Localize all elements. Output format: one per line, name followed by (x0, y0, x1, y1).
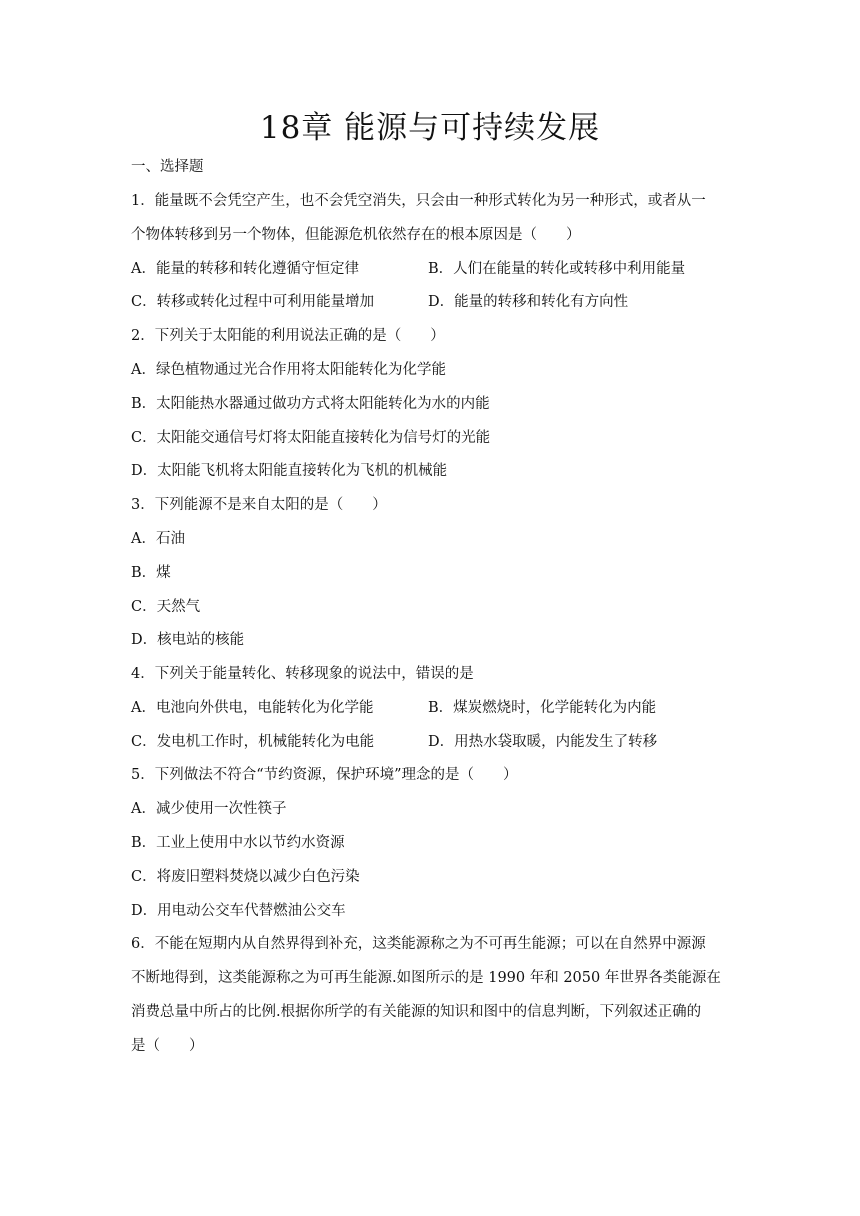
question-6-stem-line-1: 6．不能在短期内从自然界得到补充，这类能源称之为不可再生能源；可以在自然界中源源 (131, 936, 706, 952)
question-3-option-d: D．核电站的核能 (131, 632, 245, 648)
question-5-option-a: A．减少使用一次性筷子 (131, 801, 287, 817)
question-5-stem: 5．下列做法不符合“节约资源，保护环境”理念的是（ ） (131, 767, 518, 783)
question-6-stem-line-2: 不断地得到，这类能源称之为可再生能源.如图所示的是 1990 年和 2050 年世界各类能源在 (131, 970, 721, 986)
question-1-option-d: D．能量的转移和转化有方向性 (428, 294, 629, 310)
question-2-option-d: D．太阳能飞机将太阳能直接转化为飞机的机械能 (131, 463, 448, 479)
question-4-option-c: C．发电机工作时，机械能转化为电能 (131, 734, 375, 750)
page-title: 18章 能源与可持续发展 (259, 110, 601, 146)
question-1-stem-line-1: 1．能量既不会凭空产生，也不会凭空消失，只会由一种形式转化为另一种形式，或者从一 (131, 193, 706, 209)
question-3-option-a: A．石油 (131, 531, 185, 547)
question-1-option-a: A．能量的转移和转化遵循守恒定律 (131, 261, 359, 277)
question-6-stem-line-3: 消费总量中所占的比例.根据你所学的有关能源的知识和图中的信息判断，下列叙述正确的 (131, 1004, 702, 1020)
section-heading: 一、选择题 (131, 159, 204, 175)
question-3-option-c: C．天然气 (131, 599, 201, 615)
question-5-option-b: B．工业上使用中水以节约水资源 (131, 835, 345, 851)
question-5-option-c: C．将废旧塑料焚烧以减少白色污染 (131, 869, 360, 885)
question-1-option-c: C．转移或转化过程中可利用能量增加 (131, 294, 375, 310)
question-4-option-b: B．煤炭燃烧时，化学能转化为内能 (428, 700, 657, 716)
question-4-option-a: A．电池向外供电，电能转化为化学能 (131, 700, 374, 716)
question-2-option-a: A．绿色植物通过光合作用将太阳能转化为化学能 (131, 362, 446, 378)
question-2-stem: 2．下列关于太阳能的利用说法正确的是（ ） (131, 328, 445, 344)
question-6-stem-line-4: 是（ ） (131, 1038, 204, 1054)
question-3-option-b: B．煤 (131, 565, 171, 581)
question-1-stem-line-2: 个物体转移到另一个物体，但能源危机依然存在的根本原因是（ ） (131, 227, 581, 243)
question-1-option-b: B．人们在能量的转化或转移中利用能量 (428, 261, 686, 277)
question-2-option-c: C．太阳能交通信号灯将太阳能直接转化为信号灯的光能 (131, 430, 491, 446)
question-4-stem: 4．下列关于能量转化、转移现象的说法中，错误的是 (131, 666, 474, 682)
question-2-option-b: B．太阳能热水器通过做功方式将太阳能转化为水的内能 (131, 396, 490, 412)
question-4-option-d: D．用热水袋取暖，内能发生了转移 (428, 734, 658, 750)
question-3-stem: 3．下列能源不是来自太阳的是（ ） (131, 497, 387, 513)
question-5-option-d: D．用电动公交车代替燃油公交车 (131, 903, 346, 919)
